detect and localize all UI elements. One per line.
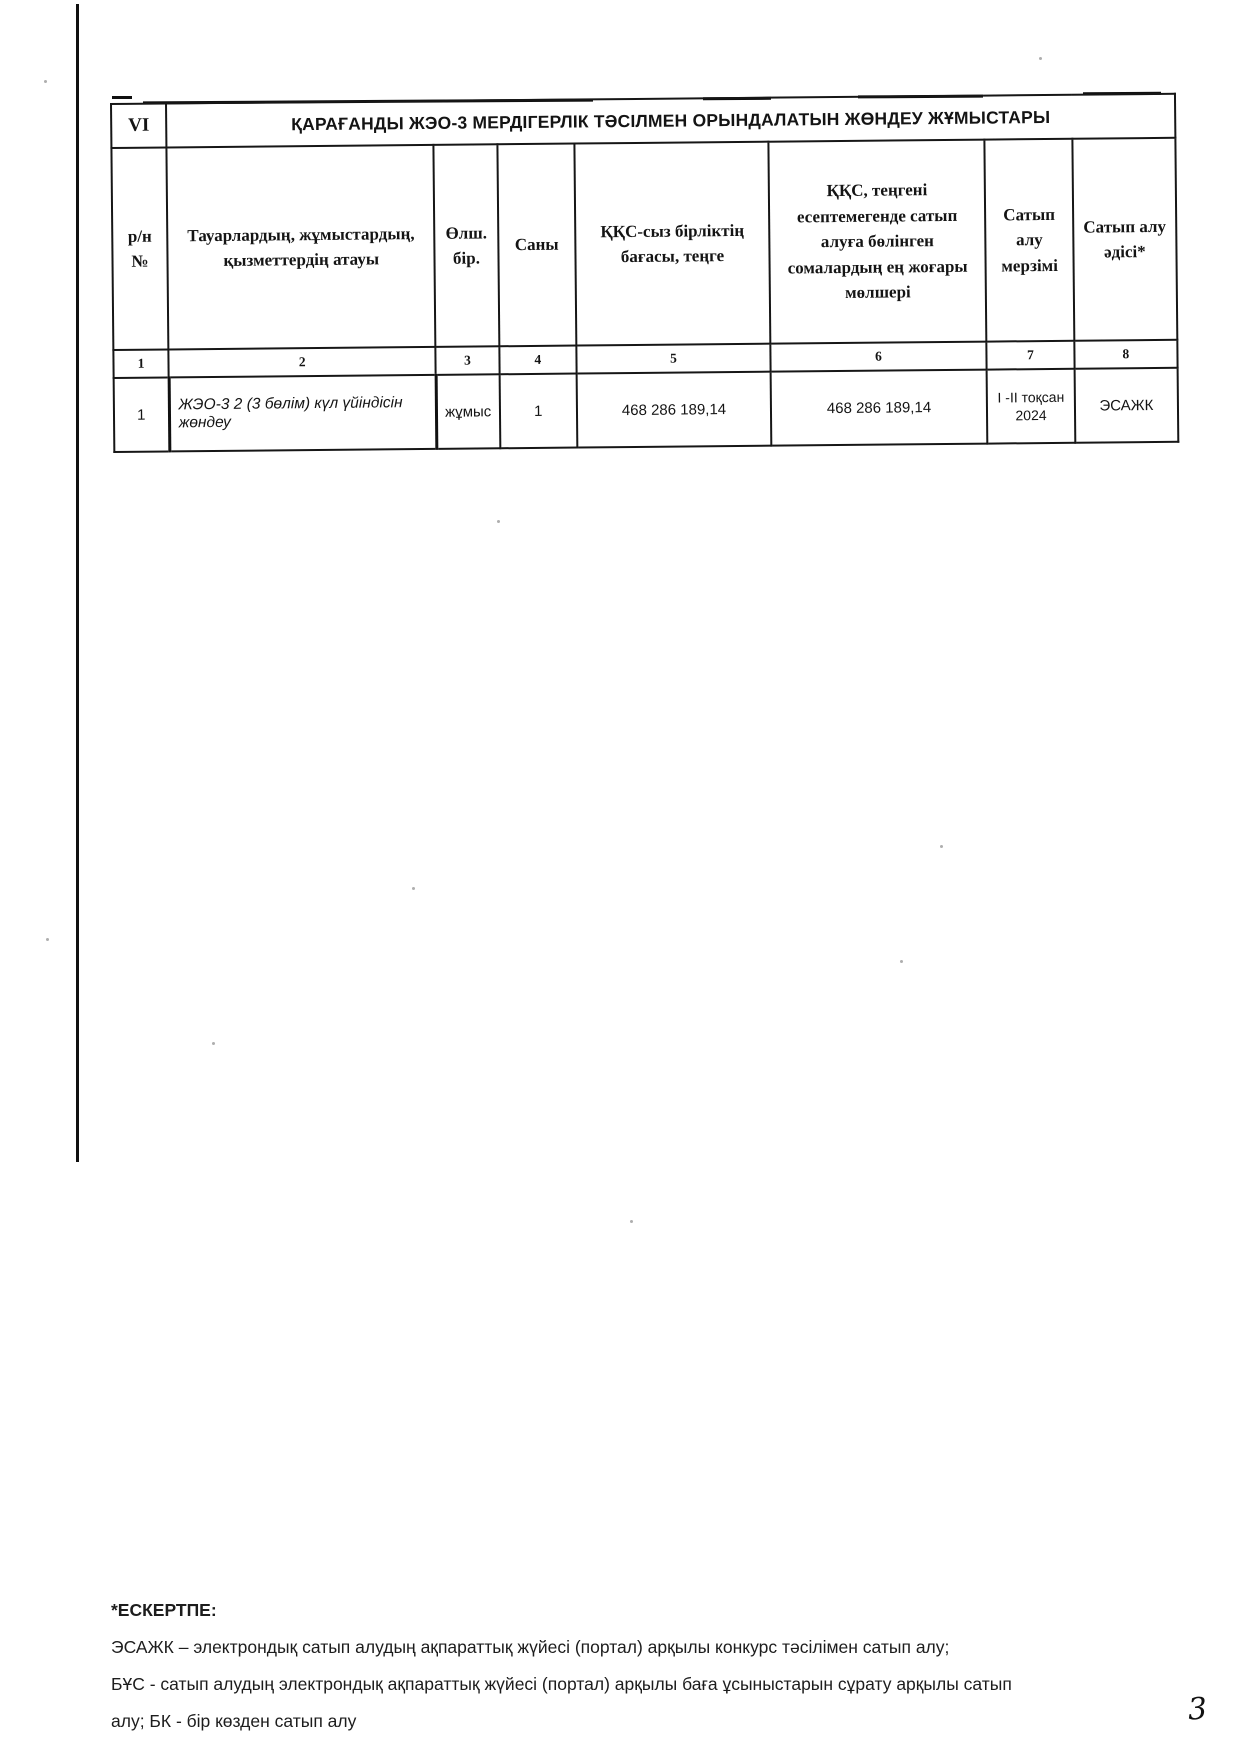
footnotes bbox=[111, 1592, 1156, 1740]
col-header-quantity: Саны bbox=[497, 144, 576, 347]
cell-item-name: ЖЭО-3 2 (3 бөлім) күл үйіндісін жөндеу bbox=[169, 375, 437, 452]
col-header-unit-price: ҚҚС-сыз бірліктің бағасы, теңге bbox=[575, 142, 771, 346]
footnote-line: ЭСАЖК – электрондық сатып алудың ақпараттық жүйесі (портал) арқылы конкурс тәсілімен сатып алу; bbox=[111, 1637, 950, 1657]
cell-unit-price: 468 286 189,14 bbox=[577, 372, 772, 448]
footnote-line: алу; БК - бір көзден сатып алу bbox=[111, 1711, 357, 1731]
scan-speck bbox=[44, 80, 47, 83]
table-row bbox=[114, 368, 1179, 452]
scan-speck bbox=[212, 1042, 215, 1045]
scan-artifact bbox=[112, 96, 132, 99]
scan-margin-line bbox=[76, 4, 79, 1162]
cell-unit: жұмыс bbox=[436, 374, 500, 449]
col-header-max-sum: ҚҚС, теңгені есептемегенде сатып алуға бөлінген сомалардың ең жоғары мөлшері bbox=[768, 140, 986, 344]
footnote-heading: *ЕСКЕРТПЕ: bbox=[111, 1600, 217, 1620]
col-number: 5 bbox=[576, 344, 770, 374]
col-number: 4 bbox=[499, 346, 577, 375]
cell-max-sum: 468 286 189,14 bbox=[771, 370, 988, 446]
cell-row-number: 1 bbox=[114, 377, 170, 452]
page-number: 3 bbox=[1186, 1691, 1209, 1728]
section-title: ҚАРАҒАНДЫ ЖЭО-3 МЕРДІГЕРЛІК ТӘСІЛМЕН ОРЫНДАЛАТЫН ЖӨНДЕУ ЖҰМЫСТАРЫ bbox=[166, 94, 1175, 148]
section-number: VI bbox=[111, 103, 166, 148]
scan-speck bbox=[1039, 57, 1042, 60]
col-header-item-name: Тауарлардың, жұмыстардың, қызметтердің атауы bbox=[167, 145, 436, 350]
cell-method: ЭСАЖК bbox=[1074, 368, 1178, 443]
scan-speck bbox=[46, 938, 49, 941]
col-header-unit: Өлш. бір. bbox=[434, 144, 499, 347]
col-number: 3 bbox=[436, 346, 500, 375]
scan-speck bbox=[497, 520, 500, 523]
col-number: 6 bbox=[770, 342, 987, 372]
col-header-period: Сатып алу мерзімі bbox=[985, 139, 1075, 342]
footnote-line: БҰС - сатып алудың электрондық ақпараттық жүйесі (портал) арқылы баға ұсыныстарын сұрату арқылы сатып bbox=[111, 1674, 1012, 1694]
cell-quantity: 1 bbox=[499, 374, 577, 449]
scan-speck bbox=[412, 887, 415, 890]
scan-speck bbox=[900, 960, 903, 963]
col-number: 8 bbox=[1074, 340, 1177, 369]
procurement-table bbox=[110, 93, 1179, 453]
col-number: 7 bbox=[986, 341, 1074, 370]
col-header-row-number: р/н № bbox=[111, 147, 168, 350]
col-number: 2 bbox=[168, 347, 436, 378]
cell-period: I -II тоқсан 2024 bbox=[987, 369, 1075, 444]
col-header-method: Сатып алу әдісі* bbox=[1072, 138, 1177, 341]
scan-speck bbox=[630, 1220, 633, 1223]
col-number: 1 bbox=[113, 349, 168, 378]
scan-speck bbox=[940, 845, 943, 848]
